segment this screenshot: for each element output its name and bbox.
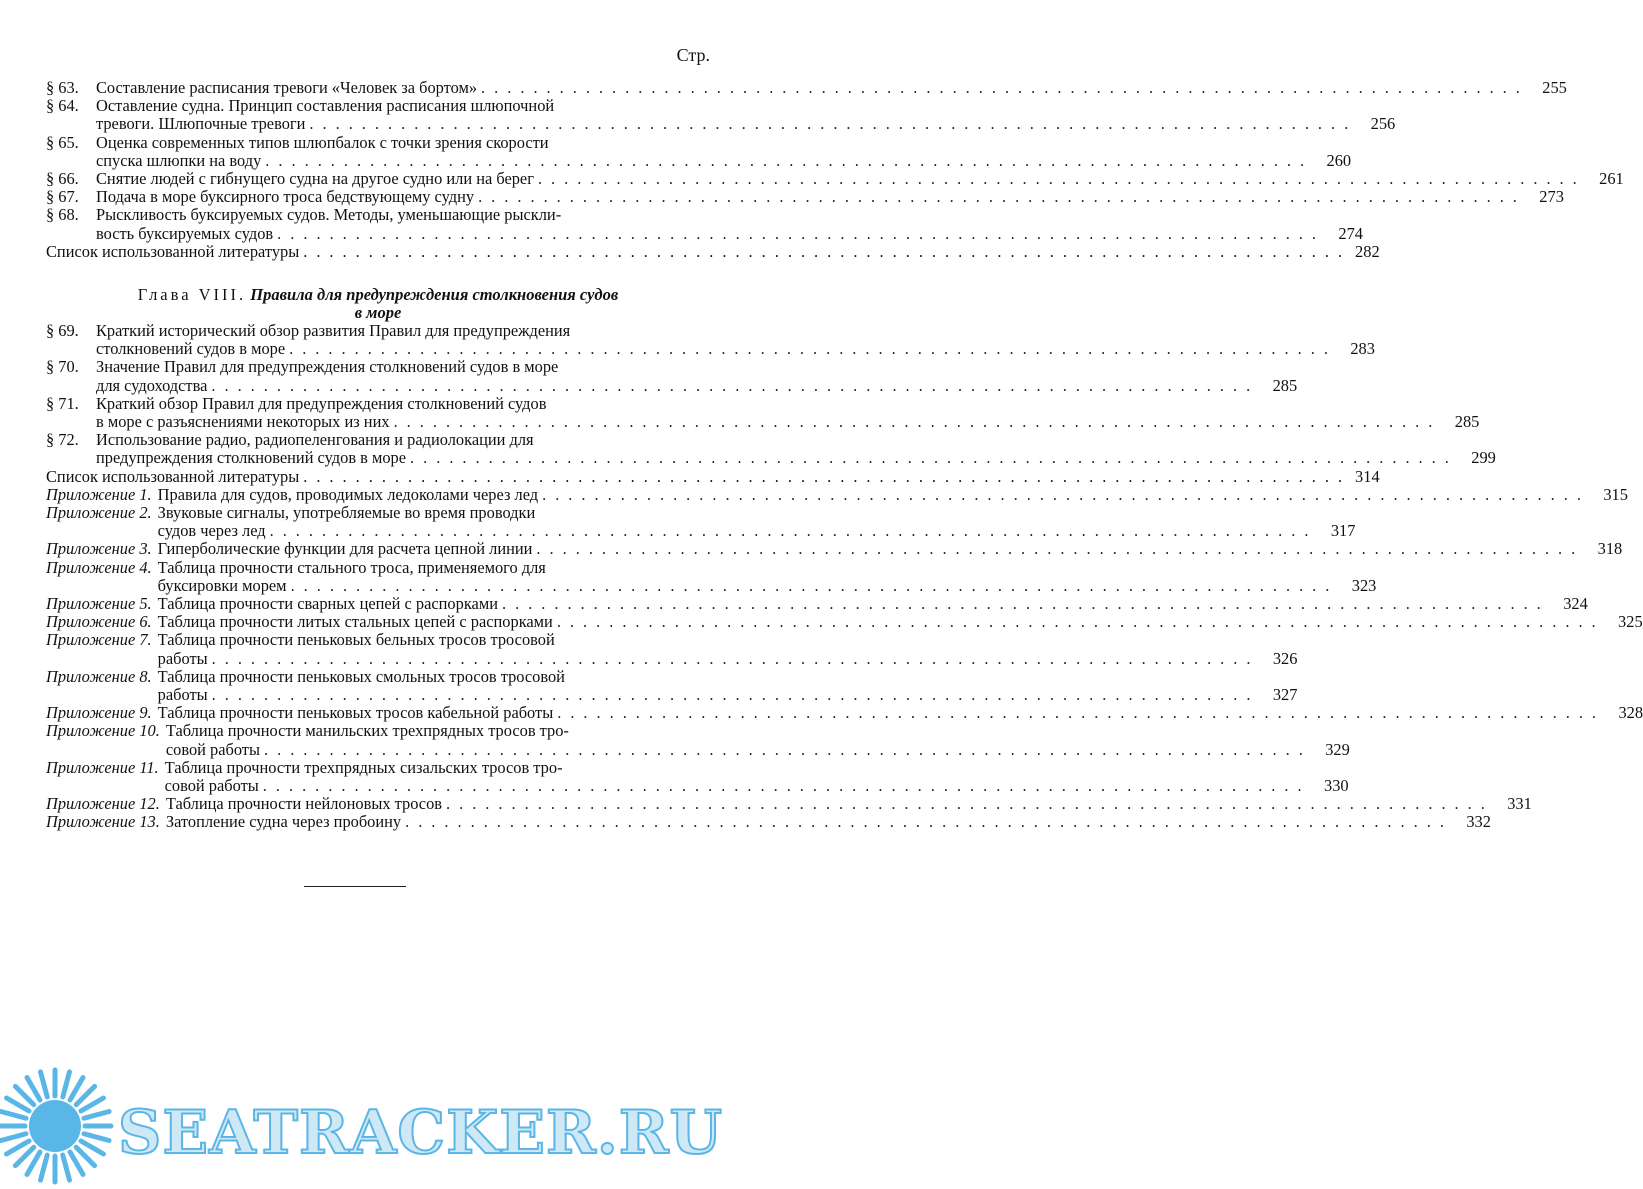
- appendix-entry: [46, 612, 1643, 632]
- entry-title-line: Гиперболические функции для расчета цепной линии: [157, 539, 533, 559]
- dot-leader: ................................................................................: [211, 685, 1260, 705]
- dot-leader: ................................................................................: [536, 539, 1585, 559]
- appendix-entry: [46, 539, 1623, 559]
- entry-title-line: Использование радио, радиопеленгования и радиолокации для: [96, 430, 534, 450]
- appendix-number: Приложение 7.: [46, 630, 152, 650]
- toc-entry: [46, 321, 1375, 359]
- dot-leader: ................................................................................: [262, 776, 1311, 796]
- entry-title-line: Затопление судна через пробоину: [165, 812, 402, 832]
- page-number: 282: [1355, 241, 1380, 261]
- page-number: 324: [1563, 594, 1588, 614]
- dot-leader: ................................................................................: [542, 484, 1590, 504]
- toc-entry: [46, 78, 1567, 97]
- entry-title-line: Оставление судна. Принцип составления расписания шлюпочной: [96, 96, 555, 116]
- bibliography-entry: [46, 241, 1380, 261]
- toc-entry: [46, 430, 1496, 468]
- bibliography-entry: [46, 466, 1380, 486]
- page-number: 329: [1325, 739, 1350, 759]
- entry-title-line: Таблица прочности пеньковых бельных тросов тросовой: [157, 630, 555, 650]
- section-number: § 65.: [46, 132, 79, 152]
- entry-title-line: Подача в море буксирного троса бедствующему судну: [96, 187, 475, 207]
- entry-title-line: Звуковые сигналы, употребляемые во время проводки: [157, 503, 536, 523]
- dot-leader: ................................................................................: [265, 150, 1314, 170]
- page-number: 315: [1603, 484, 1628, 504]
- section-number: § 68.: [46, 205, 79, 225]
- dot-leader: ................................................................................: [303, 241, 1352, 261]
- toc-entry: [46, 205, 1363, 243]
- entry-title-line: Таблица прочности нейлоновых тросов: [165, 794, 443, 814]
- entry-title-line: Таблица прочности трехпрядных сизальских тросов тро-: [164, 757, 563, 777]
- page-column-label: Стр.: [676, 45, 710, 65]
- entry-title-line: тревоги. Шлюпочные тревоги: [96, 114, 306, 134]
- entry-title-line: Рыскливость буксируемых судов. Методы, уменьшающие рыскли-: [96, 205, 562, 225]
- entry-title-line: для судоходства: [96, 375, 208, 395]
- page-number: 314: [1355, 466, 1380, 486]
- entry-title-line: работы: [157, 685, 208, 705]
- section-number: § 66.: [46, 169, 79, 189]
- dot-leader: ................................................................................: [264, 739, 1312, 759]
- appendix-number: Приложение 10.: [46, 721, 160, 741]
- appendix-entry: [46, 721, 1350, 759]
- chapter-label: Глава VIII.: [137, 285, 247, 304]
- dot-leader: ................................................................................: [481, 78, 1529, 97]
- toc-entry: [46, 132, 1352, 170]
- bibliography-title: Список использованной литературы: [46, 466, 300, 486]
- entry-title-line: Таблица прочности литых стальных цепей с распорками: [157, 612, 553, 632]
- toc-entry: [46, 357, 1298, 395]
- page-number: 256: [1370, 114, 1396, 134]
- page-number: 274: [1338, 223, 1363, 243]
- dot-leader: ................................................................................: [269, 521, 1318, 541]
- entry-title-line: Таблица прочности пеньковых смольных тросов тросовой: [157, 666, 565, 686]
- entry-title-line: Правила для судов, проводимых ледоколами через лед: [157, 484, 539, 504]
- chapter-heading: [46, 286, 710, 322]
- toc-entry: [46, 169, 1624, 189]
- dot-leader: ................................................................................: [537, 169, 1586, 189]
- chapter-title-line2: в море: [354, 303, 402, 322]
- appendix-number: Приложение 5.: [46, 594, 152, 614]
- page-number: 283: [1350, 339, 1375, 359]
- entry-title-line: Таблица прочности стального троса, применяемого для: [157, 557, 546, 577]
- appendix-number: Приложение 2.: [46, 503, 152, 523]
- dot-leader: ................................................................................: [303, 466, 1352, 486]
- toc-entry: [46, 187, 1564, 207]
- dot-leader: ................................................................................: [277, 223, 1325, 243]
- dot-leader: ................................................................................: [446, 794, 1494, 814]
- appendix-entry: [46, 484, 1628, 504]
- appendix-entry: [46, 812, 1491, 832]
- dot-leader: ................................................................................: [211, 648, 1260, 668]
- page-number: 273: [1539, 187, 1564, 207]
- toc-entry: [46, 393, 1480, 432]
- page-number: 260: [1326, 150, 1352, 170]
- toc-entry: [46, 96, 1396, 134]
- section-number: § 67.: [46, 187, 79, 207]
- section-number: § 71.: [46, 393, 79, 413]
- appendix-entry: [46, 757, 1349, 796]
- page-number: 317: [1330, 521, 1356, 541]
- entry-title-line: вость буксируемых судов: [96, 223, 274, 243]
- page-number: 330: [1324, 776, 1349, 796]
- page-number: 299: [1471, 448, 1496, 468]
- appendix-entry: [46, 666, 1298, 705]
- dot-leader: ................................................................................: [393, 412, 1442, 432]
- appendix-entry: [46, 703, 1643, 723]
- entry-title-line: судов через лед: [157, 521, 266, 541]
- page-number: 261: [1599, 169, 1624, 189]
- page-number: 285: [1272, 375, 1298, 395]
- entry-title-line: Краткий исторический обзор развития Правил для предупреждения: [96, 321, 571, 340]
- entry-title-line: работы: [157, 648, 208, 668]
- page-number: 285: [1454, 412, 1480, 432]
- dot-leader: ................................................................................: [557, 703, 1606, 723]
- appendix-number: Приложение 8.: [46, 666, 152, 686]
- entry-title-line: предупреждения столкновений судов в море: [96, 448, 407, 468]
- dot-leader: ................................................................................: [309, 114, 1358, 134]
- appendix-entry: [46, 503, 1356, 541]
- entry-title-line: совой работы: [165, 739, 260, 759]
- entry-title-line: Краткий обзор Правил для предупреждения столкновений судов: [96, 393, 547, 413]
- page-number: 323: [1351, 575, 1377, 595]
- section-number: § 69.: [46, 321, 79, 340]
- chapter-title-line1: Правила для предупреждения столкновения судов: [250, 285, 619, 304]
- appendix-number: Приложение 12.: [46, 794, 160, 814]
- entry-title-line: Снятие людей с гибнущего судна на другое судно или на берег: [96, 169, 534, 189]
- entry-title-line: в море с разъяснениями некоторых из них: [96, 412, 390, 432]
- appendix-number: Приложение 1.: [46, 484, 152, 504]
- entry-title-line: Таблица прочности сварных цепей с распорками: [157, 594, 498, 614]
- entry-title-line: Таблица прочности манильских трехпрядных тросов тро-: [165, 721, 569, 741]
- dot-leader: ................................................................................: [405, 812, 1453, 832]
- page-number: 255: [1542, 78, 1567, 97]
- appendix-number: Приложение 3.: [46, 539, 152, 559]
- toc-section-1: [46, 78, 1624, 261]
- appendix-number: Приложение 6.: [46, 612, 152, 632]
- page-number: 325: [1618, 612, 1643, 632]
- section-number: § 70.: [46, 357, 79, 377]
- entry-title-line: буксировки морем: [157, 575, 287, 595]
- toc-section-2: [46, 321, 1643, 832]
- page-number: 332: [1466, 812, 1491, 832]
- dot-leader: ................................................................................: [410, 448, 1458, 468]
- appendix-number: Приложение 9.: [46, 703, 152, 723]
- appendix-entry: [46, 794, 1532, 814]
- section-number: § 72.: [46, 430, 79, 450]
- entry-title-line: столкновений судов в море: [96, 339, 286, 359]
- watermark-text: SEATRACKER.RU: [118, 1098, 723, 1168]
- dot-leader: ................................................................................: [478, 187, 1526, 207]
- dot-leader: ................................................................................: [501, 594, 1550, 614]
- appendix-number: Приложение 11.: [46, 757, 159, 777]
- section-number: § 64.: [46, 96, 79, 116]
- entry-title-line: совой работы: [164, 776, 259, 796]
- entry-title-line: спуска шлюпки на воду: [96, 150, 262, 170]
- end-rule: [304, 886, 406, 887]
- appendix-entry: [46, 594, 1588, 614]
- entry-title-line: Значение Правил для предупреждения столкновений судов в море: [96, 357, 559, 377]
- page-number: 327: [1272, 685, 1298, 705]
- page-number: 328: [1618, 703, 1643, 723]
- page-number: 318: [1597, 539, 1623, 559]
- entry-title-line: Таблица прочности пеньковых тросов кабельной работы: [157, 703, 554, 723]
- dot-leader: ................................................................................: [211, 375, 1260, 395]
- dot-leader: ................................................................................: [290, 575, 1339, 595]
- page-number: 326: [1272, 648, 1298, 668]
- entry-title-line: Составление расписания тревоги «Человек за бортом»: [96, 78, 478, 97]
- appendix-number: Приложение 4.: [46, 557, 152, 577]
- bibliography-title: Список использованной литературы: [46, 241, 300, 261]
- appendix-entry: [46, 630, 1298, 668]
- page-number: 331: [1507, 794, 1532, 814]
- section-number: § 63.: [46, 78, 79, 97]
- appendix-number: Приложение 13.: [46, 812, 160, 832]
- appendix-entry: [46, 557, 1377, 595]
- dot-leader: ................................................................................: [289, 339, 1337, 359]
- entry-title-line: Оценка современных типов шлюпбалок с точки зрения скорости: [96, 132, 549, 152]
- dot-leader: ................................................................................: [556, 612, 1605, 632]
